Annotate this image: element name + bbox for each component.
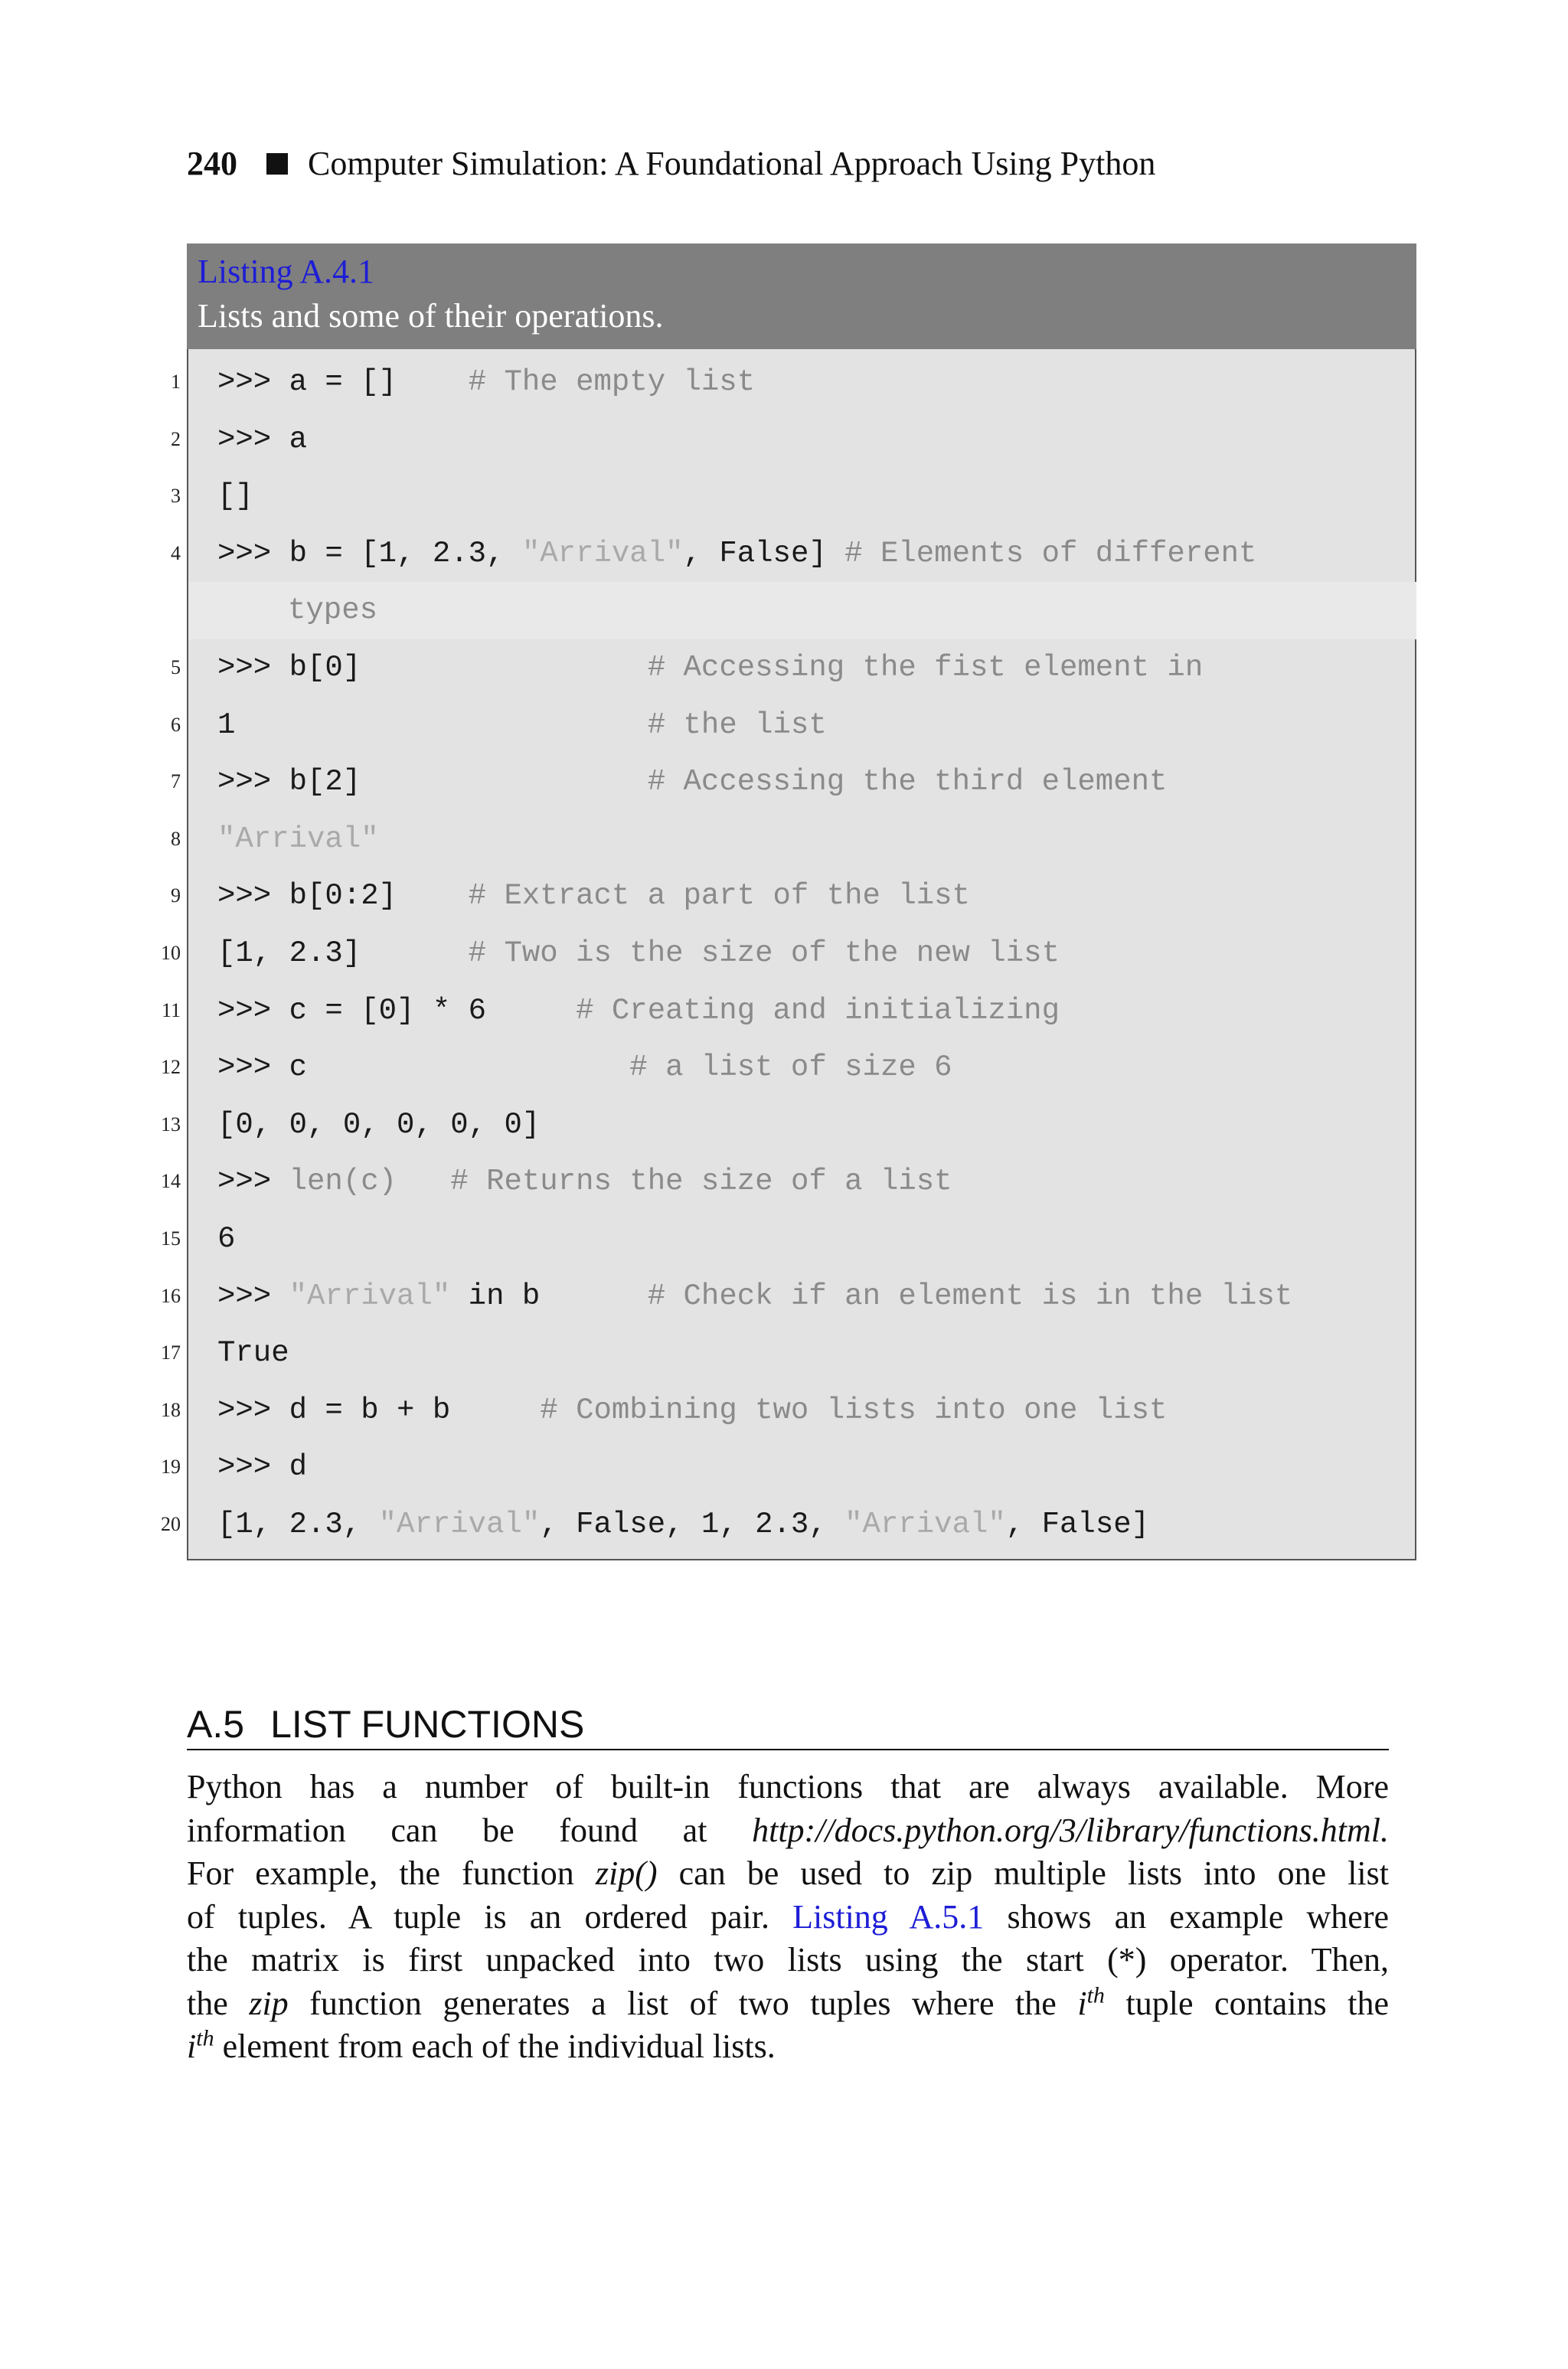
code-comment: # Combining two lists into one list [540,1393,1168,1427]
code-text: True [217,1336,289,1371]
code-comment: # the list [647,707,827,742]
line-number: 19 [161,1456,181,1479]
code-line [161,1211,1415,1268]
code-text: in b [450,1279,648,1313]
section-list-functions [187,1701,1389,2069]
code-text: >>> d [217,1450,308,1485]
text-run: tuple contains the [1104,1984,1389,2022]
code-line [161,1096,1415,1154]
code-line [171,811,1415,868]
line-number: 5 [171,655,181,678]
code-line [161,1039,1415,1096]
text-run: shows an example where [984,1897,1390,1936]
header-separator-square [266,153,288,175]
code-line [161,925,1415,982]
italic-text: i [1077,1984,1087,2022]
code-line [171,639,1415,697]
code-text: [0, 0, 0, 0, 0, 0] [217,1107,541,1142]
italic-text: zip() [595,1854,658,1892]
text-run: information can be found at [187,1811,753,1849]
paragraph-line [187,1982,1389,2026]
paragraph-line [187,1896,1389,1939]
code-text: 6 [217,1221,236,1256]
code-string: "Arrival" [844,1507,1006,1541]
code-text: >>> d = b + b [217,1393,541,1427]
code-text: >>> a [217,422,308,456]
listing-link[interactable]: Listing A.5.1 [792,1897,985,1936]
italic-text: http://docs.python.org/3/library/functions.html. [752,1811,1389,1849]
code-text: , False] [683,536,845,570]
book-title: Computer Simulation: A Foundational Approach Using Python [308,145,1156,182]
code-comment: # Check if an element is in the list [647,1279,1293,1313]
line-number: 16 [161,1284,181,1307]
section-heading [187,1701,1389,1750]
code-string: "Arrival" [289,1279,451,1313]
line-number: 2 [171,427,181,450]
text-run: the matrix is first unpacked into two lists using the start (*) operator. Then, [187,1941,1389,1979]
code-text: [1, 2.3] [217,936,469,970]
line-number: 10 [161,941,181,964]
line-number: 11 [161,998,181,1021]
code-text [397,1165,450,1198]
line-number: 17 [161,1341,181,1364]
code-text: >>> a = [] [217,365,469,399]
line-number: 4 [171,541,181,564]
code-comment: types [288,593,378,628]
line-number: 18 [161,1398,181,1421]
paragraph-line [187,1939,1389,1982]
line-number: 20 [161,1512,181,1535]
italic-text: i [187,2028,197,2065]
text-run: element from each of the individual lists. [214,2028,776,2065]
code-text: >>> [217,1279,289,1313]
superscript: th [196,2025,214,2051]
page-number: 240 [187,145,237,182]
code-line [161,1382,1415,1439]
code-comment: # Accessing the third element [647,765,1168,799]
code-text: >>> b = [1, 2.3, [217,536,522,570]
code-line [171,354,1415,411]
section-title: LIST FUNCTIONS [270,1703,585,1746]
code-comment: # Accessing the fist element in [647,650,1204,685]
code-text: >>> b[0:2] [217,879,469,913]
code-comment: len(c) [289,1165,397,1199]
line-number: 14 [161,1170,181,1193]
code-text: [] [217,479,253,514]
code-text: >>> b[0] [217,650,648,685]
listing-ref-link[interactable]: Listing A.4.1 [198,253,375,290]
line-number: 12 [161,1056,181,1079]
code-string: "Arrival" [378,1507,541,1541]
code-comment: # Creating and initializing [576,993,1060,1028]
code-line [161,982,1415,1040]
code-text: 1 [217,707,648,742]
code-text: >>> b[2] [217,765,648,799]
line-number: 15 [161,1227,181,1250]
italic-text: zip [249,1984,289,2022]
listing-caption: Lists and some of their operations. [198,297,664,335]
code-line [171,411,1415,469]
code-text: , False, 1, 2.3, [540,1507,845,1541]
listing-header [187,243,1416,349]
code-comment: # Extract a part of the list [468,879,970,913]
code-line-wrapped [188,582,1416,639]
body-paragraph [187,1766,1389,2069]
line-number: 7 [171,770,181,793]
paragraph-line [187,1766,1389,1809]
code-line [161,1496,1415,1554]
line-number: 8 [171,827,181,850]
code-block [161,349,1416,1560]
page-header [187,144,1155,183]
text-run: of tuples. A tuple is an ordered pair. [187,1897,793,1936]
code-comment: # The empty list [468,365,756,399]
text-run: Python has a number of built-in functions that are always available. More [187,1768,1389,1805]
code-comment: # Elements of different [844,536,1257,570]
line-number: 9 [171,884,181,907]
code-line [171,697,1415,754]
text-run: the [187,1984,250,2022]
text-run: For example, the function [187,1854,596,1892]
code-listing [161,243,1416,1560]
line-number: 3 [171,485,181,508]
line-number: 6 [171,713,181,736]
line-number: 1 [171,371,181,393]
code-line [171,468,1415,525]
paragraph-line [187,1852,1389,1896]
code-line [161,1325,1415,1382]
code-line [161,1439,1415,1496]
paragraph-line [187,1809,1389,1853]
code-line [171,525,1415,583]
code-line [171,753,1415,811]
code-line [161,1153,1415,1211]
code-text: >>> c [217,1051,630,1085]
code-text: >>> [217,1165,289,1199]
line-number: 13 [161,1113,181,1135]
code-text: , False] [1005,1507,1150,1541]
code-comment: # Returns the size of a list [450,1165,952,1199]
code-string: "Arrival" [521,536,684,570]
code-comment: # Two is the size of the new list [468,936,1060,970]
section-number: A.5 [187,1703,245,1746]
superscript: th [1086,1982,1105,2008]
paragraph-line [187,2025,1389,2069]
text-run: can be used to zip multiple lists into one list [657,1854,1389,1892]
code-comment: # a list of size 6 [629,1051,952,1085]
code-text: >>> c = [0] * 6 [217,993,577,1028]
text-run: function generates a list of two tuples where the [288,1984,1078,2022]
code-text: [1, 2.3, [217,1507,379,1541]
code-line [171,868,1415,925]
code-string: "Arrival" [217,822,379,856]
code-line [161,1268,1415,1325]
